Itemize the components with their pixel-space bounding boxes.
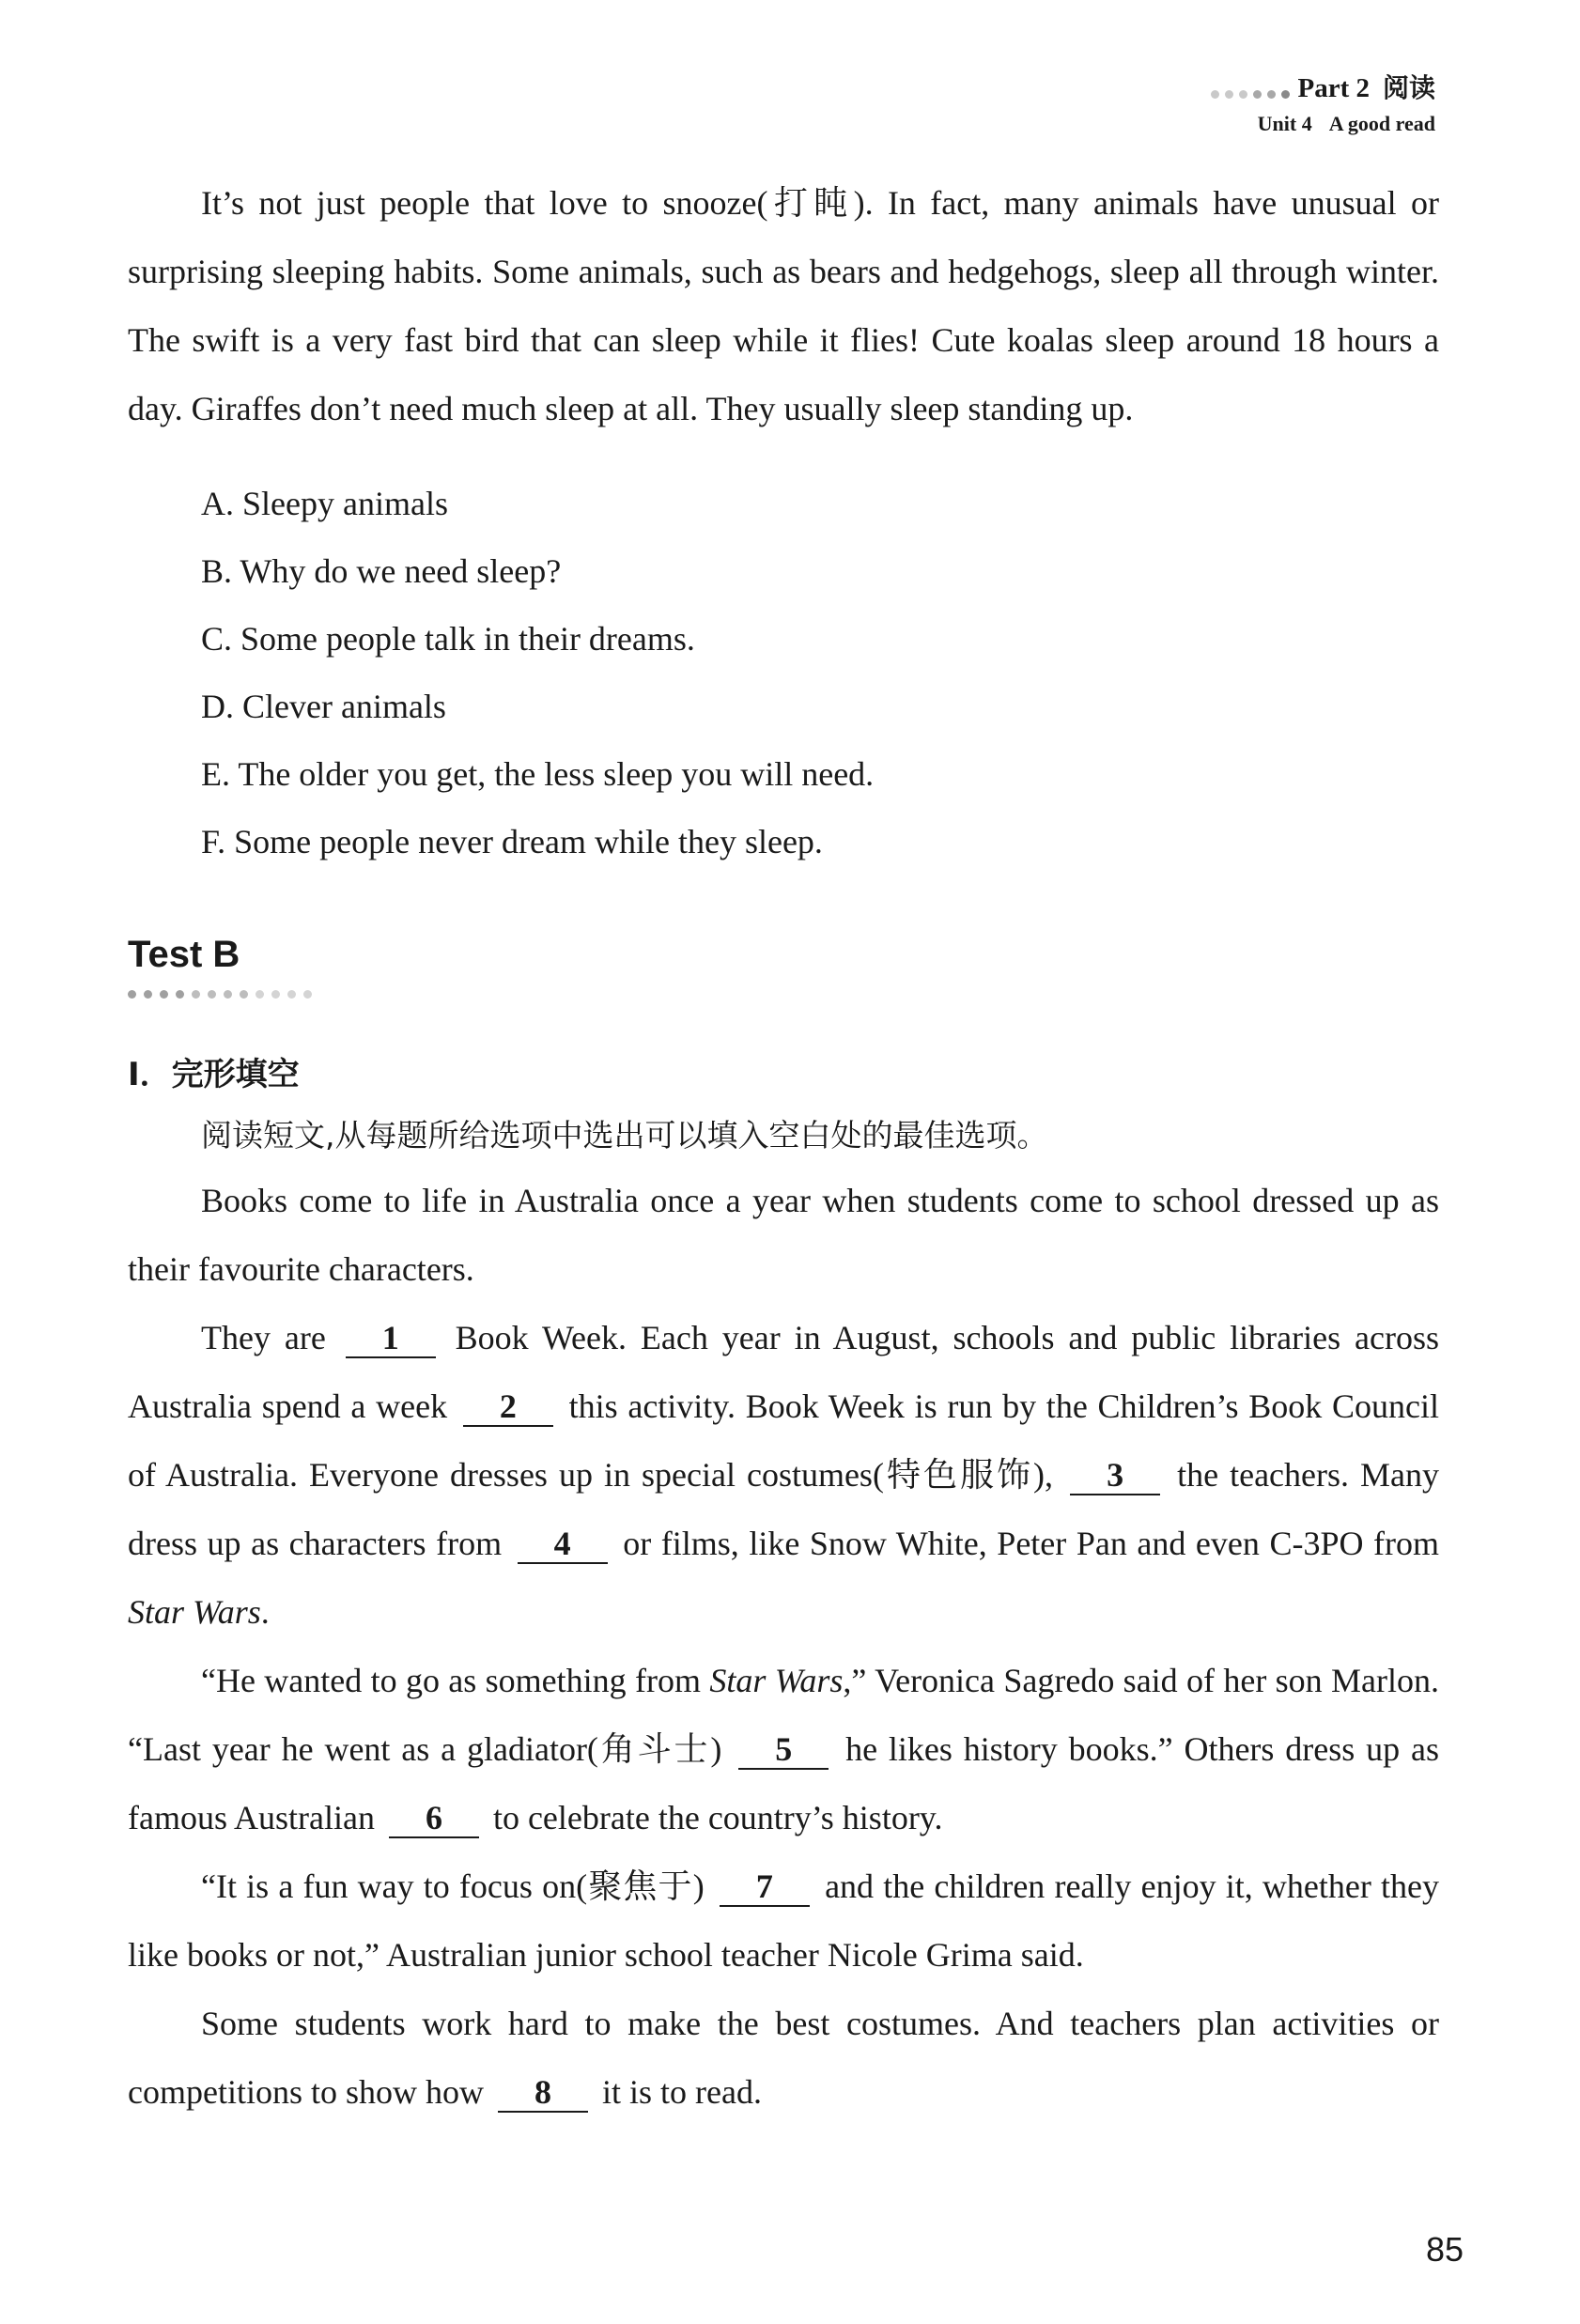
page-content	[128, 169, 1439, 2127]
blank-7[interactable]: 7	[720, 1867, 810, 1907]
option-c: C. Some people talk in their dreams.	[201, 620, 695, 658]
option-b: B. Why do we need sleep?	[201, 552, 562, 590]
intro-paragraph: It’s not just people that love to snooze(打盹). In fact, many animals have unusual or surprising sleeping habits. Some animals, such as bears and hedgehogs, sleep all through winter. The swift is a very fast bird that can sleep while it flies! Cute koalas sleep around 18 hours a day. Giraffes don’t need much sleep at all. They usually sleep standing up.	[128, 184, 1439, 427]
blank-6[interactable]: 6	[389, 1799, 479, 1838]
blank-2[interactable]: 2	[463, 1387, 553, 1427]
title-star-wars: Star Wars	[709, 1662, 844, 1699]
passage-paragraph-1: Books come to life in Australia once a year when students come to school dressed up as their favourite characters.	[128, 1182, 1439, 1288]
option-list	[128, 470, 1439, 875]
blank-4[interactable]: 4	[518, 1525, 608, 1564]
unit-title: A good read	[1328, 112, 1435, 136]
blank-1[interactable]: 1	[346, 1319, 436, 1358]
unit-heading	[1205, 109, 1435, 139]
blank-5[interactable]: 5	[738, 1730, 829, 1770]
blank-3[interactable]: 3	[1070, 1456, 1160, 1495]
title-star-wars: Star Wars	[128, 1593, 261, 1631]
option-f: F. Some people never dream while they sleep.	[201, 823, 823, 860]
unit-label: Unit 4	[1257, 112, 1312, 136]
part-label: Part 2	[1297, 73, 1370, 103]
page-number: 85	[1425, 2230, 1464, 2269]
option-e: E. The older you get, the less sleep you will need.	[201, 755, 875, 793]
passage-paragraph-5: Some students work hard to make the best costumes. And teachers plan activities or competitions to show how 8 it is to read.	[128, 2005, 1439, 2111]
passage-paragraph-2: They are 1 Book Week. Each year in August, schools and public libraries across Australia spend a week 2 this activity. Book Week is run by the Children’s Book Council of Australia. Everyone dresses up in special costumes(特色服饰), 3 the teachers. Many dress up as characters from 4 or films, like Snow White, Peter Pan and even C-3PO from Star Wars.	[128, 1319, 1440, 1631]
test-title: Test B	[128, 934, 240, 975]
part-label-zh: 阅读	[1382, 72, 1435, 103]
decorative-dots-icon	[1205, 71, 1290, 109]
passage-paragraph-4: “It is a fun way to focus on(聚焦于) 7 and the children really enjoy it, whether they like books or not,” Australian junior school teacher Nicole Grima said.	[128, 1867, 1439, 1974]
cloze-passage	[128, 1167, 1439, 2127]
passage-paragraph-3: “He wanted to go as something from Star Wars,” Veronica Sagredo said of her son Marlon. “Last year he went as a gladiator(角斗士) 5 he likes history books.” Others dress up as famous Australian 6 to celebrate the country’s history.	[128, 1662, 1440, 1836]
page-header	[1205, 70, 1435, 139]
option-d: D. Clever animals	[201, 688, 446, 725]
instruction: 阅读短文,从每题所给选项中选出可以填入空白处的最佳选项。	[201, 1117, 1048, 1154]
section-title: I．完形填空	[128, 1056, 300, 1093]
part-heading	[1205, 70, 1435, 109]
dotted-divider	[128, 986, 1439, 998]
option-a: A. Sleepy animals	[201, 485, 448, 522]
blank-8[interactable]: 8	[498, 2073, 588, 2113]
